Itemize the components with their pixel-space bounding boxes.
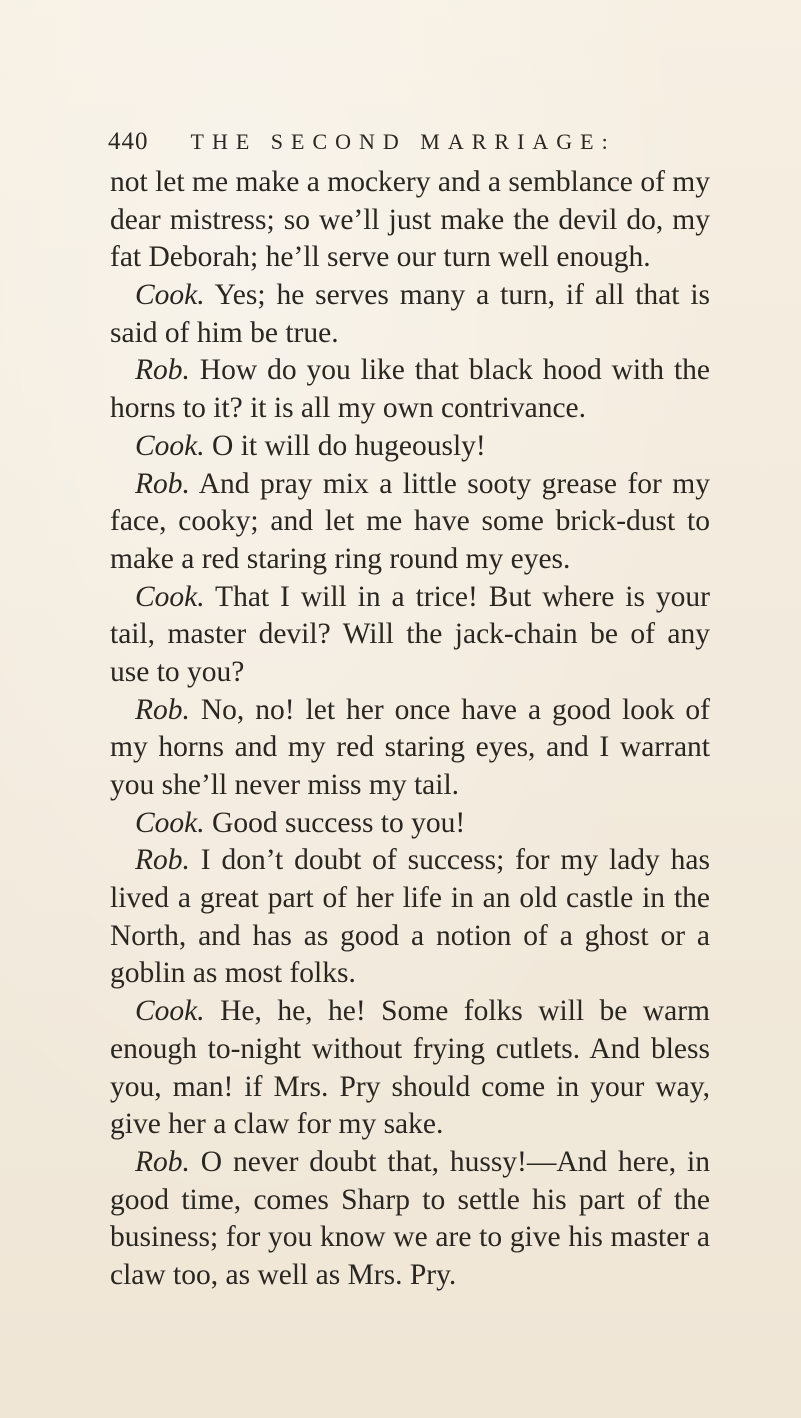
- line-text: you, man! if Mrs. Pry should come in your way,: [110, 1070, 710, 1103]
- speaker-name: Rob.: [135, 354, 190, 387]
- text-line: [110, 729, 710, 767]
- text-line: [110, 315, 710, 353]
- speaker-name: Rob.: [135, 467, 190, 500]
- line-text: my horns and my red staring eyes, and I warrant: [110, 731, 710, 764]
- speaker-name: Cook.: [135, 806, 205, 839]
- line-text: you she’ll never miss my tail.: [110, 769, 460, 801]
- line-text: give her a claw for my sake.: [110, 1108, 444, 1141]
- running-head: [108, 128, 708, 158]
- text-line: [110, 1031, 710, 1069]
- text-line: [110, 993, 710, 1031]
- line-text: Yes; he serves many a turn, if all that is: [204, 279, 710, 312]
- speaker-name: Rob.: [135, 844, 190, 877]
- text-line: [110, 1106, 710, 1144]
- line-text: business; for you know we are to give his master a: [110, 1221, 710, 1254]
- text-line: [110, 541, 710, 579]
- line-text: O it will do hugeously!: [204, 429, 486, 462]
- text-line: [110, 880, 710, 918]
- text-line: [110, 1069, 710, 1107]
- line-text: goblin as most folks.: [110, 957, 356, 990]
- text-line: [110, 579, 710, 617]
- text-line: [110, 503, 710, 541]
- line-text: fat Deborah; he’ll serve our turn well enough.: [110, 241, 651, 274]
- line-text: enough to-night without frying cutlets. And bless: [110, 1032, 710, 1065]
- text-line: [110, 239, 710, 277]
- text-line: [110, 1257, 710, 1295]
- speaker-name: Cook.: [135, 580, 205, 613]
- text-line: [110, 842, 710, 880]
- line-text: make a red staring ring round my eyes.: [110, 542, 571, 575]
- line-text: good time, comes Sharp to settle his part of the: [110, 1183, 710, 1216]
- line-text: And pray mix a little sooty grease for my: [189, 467, 710, 500]
- line-text: lived a great part of her life in an old castle in the: [110, 882, 710, 915]
- line-text: Good success to you!: [204, 806, 466, 839]
- text-line: [110, 616, 710, 654]
- text-line: [110, 918, 710, 956]
- text-line: [110, 1144, 710, 1182]
- text-line: [110, 767, 710, 805]
- text-line: [110, 277, 710, 315]
- line-text: He, he, he! Some folks will be warm: [204, 995, 710, 1028]
- text-line: [110, 164, 710, 202]
- line-text: dear mistress; so we’ll just make the devil do, my: [110, 203, 710, 236]
- text-line: [110, 805, 710, 843]
- text-line: [110, 428, 710, 466]
- line-text: horns to it? it is all my own contrivance.: [110, 392, 587, 425]
- text-line: [110, 1182, 710, 1220]
- body-text: [110, 164, 710, 1295]
- speaker-name: Rob.: [135, 1145, 190, 1178]
- text-line: [110, 654, 710, 692]
- page-number: 440: [108, 128, 149, 155]
- text-line: [110, 1219, 710, 1257]
- text-line: [110, 692, 710, 730]
- line-text: use to you?: [110, 655, 245, 688]
- line-text: That I will in a trice! But where is your: [204, 580, 710, 613]
- line-text: I don’t doubt of success; for my lady has: [189, 844, 710, 877]
- speaker-name: Cook.: [135, 279, 205, 312]
- text-line: [110, 466, 710, 504]
- line-text: not let me make a mockery and a semblance of my: [110, 166, 710, 198]
- line-text: How do you like that black hood with the: [189, 354, 710, 387]
- line-text: tail, master devil? Will the jack-chain be of any: [110, 618, 710, 651]
- speaker-name: Cook.: [135, 995, 205, 1028]
- speaker-name: Rob.: [135, 693, 190, 726]
- text-line: [110, 390, 710, 428]
- text-line: [110, 352, 710, 390]
- speaker-name: Cook.: [135, 429, 205, 462]
- text-line: [110, 202, 710, 240]
- line-text: said of him be true.: [110, 316, 339, 349]
- line-text: claw too, as well as Mrs. Pry.: [110, 1258, 457, 1291]
- line-text: O never doubt that, hussy!—And here, in: [189, 1145, 710, 1178]
- line-text: face, cooky; and let me have some brick-dust to: [110, 505, 710, 538]
- running-title: THE SECOND MARRIAGE:: [190, 129, 616, 154]
- line-text: No, no! let her once have a good look of: [189, 693, 710, 726]
- text-line: [110, 955, 710, 993]
- line-text: North, and has as good a notion of a ghost or a: [110, 919, 710, 952]
